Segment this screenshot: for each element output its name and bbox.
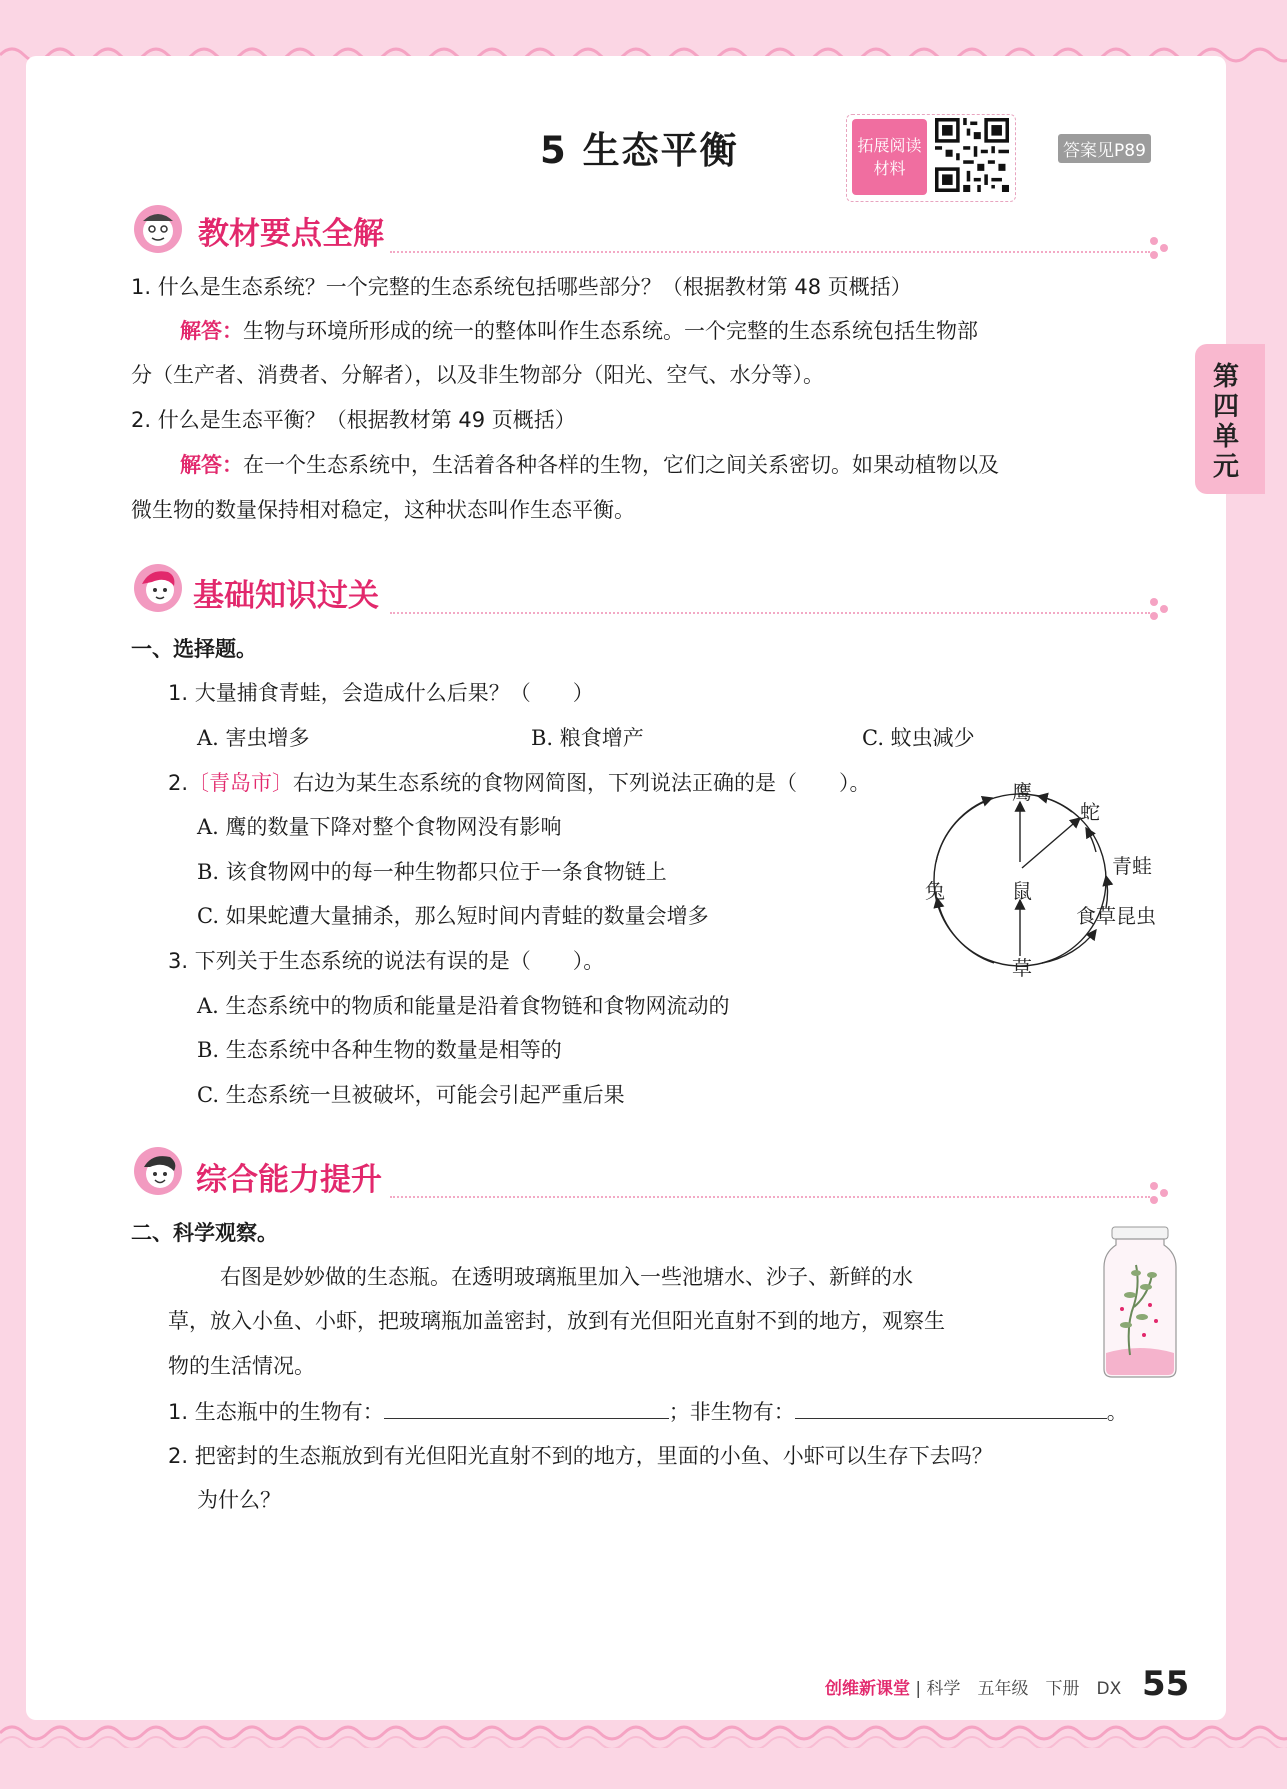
section-divider	[390, 612, 1150, 614]
choice-q3-option-b[interactable]: B. 生态系统中各种生物的数量是相等的	[197, 1038, 562, 1062]
choice-q2-option-b[interactable]: B. 该食物网中的每一种生物都只位于一条食物链上	[197, 860, 667, 884]
kp-question-2: 2. 什么是生态平衡？（根据教材第 49 页概括）	[131, 408, 576, 432]
qr-label-line2: 材料	[873, 159, 906, 178]
food-web-label-grass: 草	[1012, 956, 1032, 980]
kp-answer-2-line1: 在一个生态系统中，生活着各种各样的生物，它们之间关系密切。如果动植物以及	[243, 453, 999, 477]
kp-answer-1-line2: 分（生产者、消费者、分解者），以及非生物部分（阳光、空气、水分等）。	[131, 363, 824, 387]
qr-label-line1: 拓展阅读	[857, 136, 922, 155]
dots-decoration-icon	[1148, 1181, 1170, 1205]
part-title-observation: 二、科学观察。	[131, 1221, 278, 1245]
unit-side-tab-label: 第四单元	[1213, 362, 1240, 482]
answer-label: 解答：	[180, 319, 243, 343]
observation-q1-end: 。	[1106, 1400, 1128, 1424]
qr-code-icon[interactable]	[935, 118, 1009, 192]
choice-q2-number: 2.	[168, 771, 189, 795]
section-divider	[390, 251, 1150, 253]
footer-separator: |	[910, 1679, 927, 1699]
food-web-label-eagle: 鹰	[1012, 780, 1032, 804]
badge-girl-icon	[130, 562, 186, 614]
page-number: 55	[1142, 1664, 1190, 1704]
kp-question-1: 1. 什么是生态系统？一个完整的生态系统包括哪些部分？（根据教材第 48 页概括）	[131, 275, 912, 299]
food-web-label-insect: 食草昆虫	[1076, 904, 1156, 928]
choice-q2-stem: 右边为某生态系统的食物网简图，下列说法正确的是（ ）。	[293, 771, 871, 795]
section-title-basics: 基础知识过关	[193, 578, 379, 614]
badge-teacher-icon	[130, 203, 186, 255]
observation-q2-line2: 为什么？	[197, 1488, 281, 1512]
choice-q2-option-c[interactable]: C. 如果蛇遭大量捕杀，那么短时间内青蛙的数量会增多	[197, 904, 709, 928]
living-things-answer-blank[interactable]	[384, 1396, 669, 1419]
choice-q1-option-a[interactable]: A. 害虫增多	[197, 726, 310, 750]
footer-brand: 创维新课堂	[825, 1679, 910, 1699]
kp-answer-2-line2: 微生物的数量保持相对稳定，这种状态叫作生态平衡。	[131, 498, 635, 522]
food-web-label-snake: 蛇	[1080, 800, 1100, 824]
footer-subject: 科学 五年级 下册 DX	[926, 1679, 1122, 1699]
arrow-grass-to-rabbit	[937, 898, 994, 963]
dots-decoration-icon	[1148, 236, 1170, 260]
food-web-label-mouse: 鼠	[1012, 879, 1032, 903]
qr-label[interactable]	[852, 119, 927, 195]
bottom-wave-border	[0, 1718, 1287, 1748]
choice-q1-option-c[interactable]: C. 蚊虫减少	[862, 726, 975, 750]
page-title: 5 生态平衡	[540, 129, 739, 172]
kp-answer-1-line1: 生物与环境所形成的统一的整体叫作生态系统。一个完整的生态系统包括生物部	[243, 319, 978, 343]
part-title-choice: 一、选择题。	[131, 637, 257, 661]
answer-reference-badge: 答案见P89	[1058, 134, 1151, 163]
observation-intro-line3: 物的生活情况。	[168, 1354, 315, 1378]
choice-q3-option-a[interactable]: A. 生态系统中的物质和能量是沿着食物链和食物网流动的	[197, 994, 730, 1018]
answer-label: 解答：	[180, 453, 243, 477]
arrow-mouse-to-snake	[1022, 818, 1080, 868]
nonliving-things-answer-blank[interactable]	[795, 1396, 1107, 1419]
observation-intro-line2: 草，放入小鱼、小虾，把玻璃瓶加盖密封，放到有光但阳光直射不到的地方，观察生	[168, 1309, 945, 1333]
dots-decoration-icon	[1148, 597, 1170, 621]
ecobottle-illustration	[1100, 1225, 1180, 1380]
section-divider	[390, 1196, 1150, 1198]
observation-q1-part1: 1. 生态瓶中的生物有：	[168, 1400, 384, 1424]
observation-q2-answer-area[interactable]	[168, 1530, 1158, 1630]
observation-q2-line1: 2. 把密封的生态瓶放到有光但阳光直射不到的地方，里面的小鱼、小虾可以生存下去吗？	[168, 1444, 993, 1468]
choice-q2-option-a[interactable]: A. 鹰的数量下降对整个食物网没有影响	[197, 815, 562, 839]
arrow-snake-to-eagle	[1038, 796, 1072, 812]
food-web-label-rabbit: 兔	[925, 879, 945, 903]
choice-q3-stem: 3. 下列关于生态系统的说法有误的是（ ）。	[168, 949, 605, 973]
choice-q1-option-b[interactable]: B. 粮食增产	[531, 726, 644, 750]
arrow-rabbit-to-eagle	[936, 798, 992, 862]
arrow-grass-to-insect	[1042, 930, 1096, 963]
observation-q1-part2: ；非生物有：	[668, 1400, 795, 1424]
section-title-ability: 综合能力提升	[196, 1162, 382, 1198]
unit-side-tab[interactable]	[1195, 344, 1265, 494]
region-tag: 〔青岛市〕	[188, 771, 294, 795]
section-title-key-points: 教材要点全解	[198, 216, 384, 252]
food-web-label-frog: 青蛙	[1112, 854, 1152, 878]
choice-q3-option-c[interactable]: C. 生态系统一旦被破坏，可能会引起严重后果	[197, 1083, 625, 1107]
choice-q1-stem: 1. 大量捕食青蛙，会造成什么后果？（ ）	[168, 681, 594, 705]
badge-boy-icon	[130, 1145, 186, 1197]
observation-intro-line1: 右图是妙妙做的生态瓶。在透明玻璃瓶里加入一些池塘水、沙子、新鲜的水	[220, 1265, 913, 1289]
